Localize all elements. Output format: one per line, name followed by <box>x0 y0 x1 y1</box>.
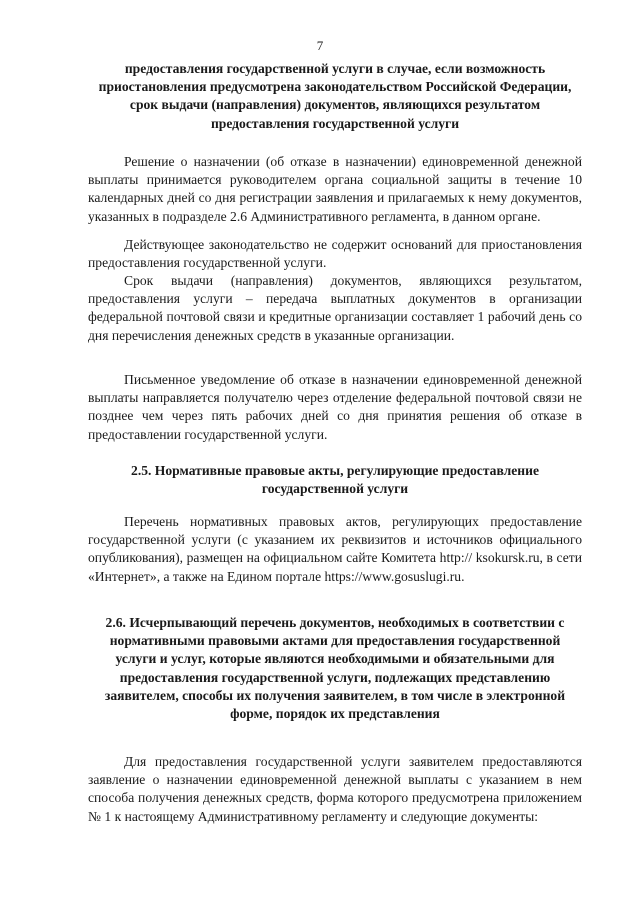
paragraph-text: Для предоставления государственной услуги заявителем предоставляются заявление о назначении единовременной денежной выплаты с указанием в нем способа получения денежных средств, форма которого предусмотрена приложением № 1 к настоящему Административному регламенту и следующие документы: <box>88 754 582 824</box>
paragraph-text: Действующее законодательство не содержит оснований для приостановления предоставления государственной услуги. <box>88 237 582 271</box>
section-heading-2-5: 2.5. Нормативные правовые акты, регулирующие предоставление государственной услуги <box>131 463 539 497</box>
paragraph-text: Решение о назначении (об отказе в назначении) единовременной денежной выплаты принимается руководителем органа социальной защиты в течение 10 календарных дней со дня регистрации заявления и прилагаемых к нему документов, указанных в подразделе 2.6 Административного регламента, в данном органе. <box>88 154 582 224</box>
page-number: 7 <box>316 38 324 53</box>
paragraph-text: Срок выдачи (направления) документов, являющихся результатом, предоставления услуги – передача выплатных документов в организации федеральной почтовой связи и кредитные организации составляет 1 рабочий день со дня перечисления денежных средств в указанные организации. <box>88 273 582 343</box>
paragraph-refusal-notice <box>88 371 582 444</box>
section-heading-continued: предоставления государственной услуги в случае, если возможность приостановления предусмотрена законодательством Российской Федерации, срок выдачи (направления) документов, являющихся результатом предоставления государственной услуги <box>98 61 572 131</box>
paragraph-no-suspension <box>88 236 582 272</box>
paragraph-issue-term <box>88 272 582 345</box>
paragraph-decision-term <box>88 153 582 226</box>
paragraph-documents-list-intro <box>88 753 582 826</box>
paragraph-legal-acts <box>88 513 582 586</box>
section-heading-2-6: 2.6. Исчерпывающий перечень документов, необходимых в соответствии с нормативными правовыми актами для предоставления государственной услуги и услуг, которые являются необходимыми и обязательными для предоставления государственной услуги, подлежащих представлению заявителем, способы их получения заявителем, в том числе в электронной форме, порядок их представления <box>104 615 566 722</box>
paragraph-text: Письменное уведомление об отказе в назначении единовременной денежной выплаты направляется получателю через отделение федеральной почтовой связи не позднее чем через пять рабочих дней со дня принятия решения об отказе в предоставлении государственной услуги. <box>88 372 582 442</box>
paragraph-text: Перечень нормативных правовых актов, регулирующих предоставление государственной услуги (с указанием их реквизитов и источников официального опубликования), размещен на официальном сайте Комитета http:// ksokursk.ru, в сети «Интернет», а также на Едином портале https://www.gosuslugi.ru. <box>88 514 582 584</box>
